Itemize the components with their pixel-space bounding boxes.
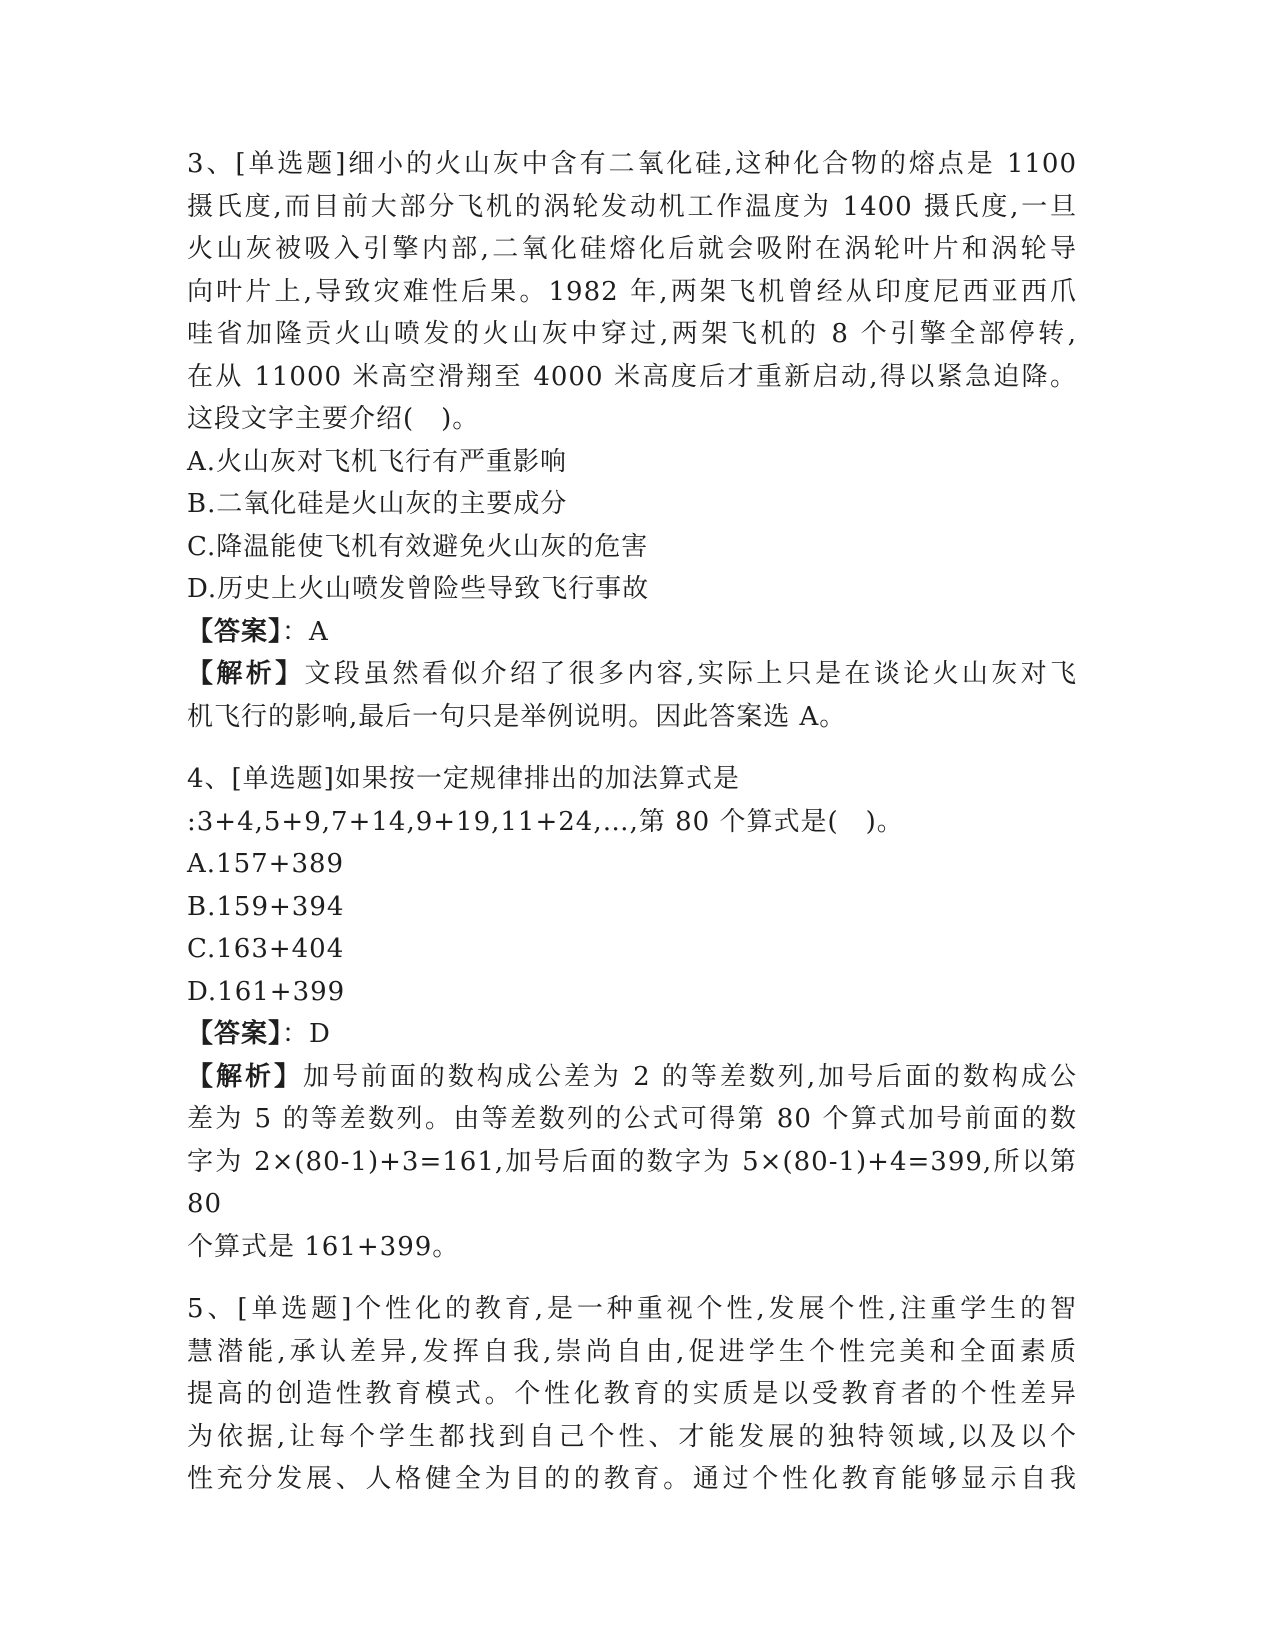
analysis-line: 差为 5 的等差数列。由等差数列的公式可得第 80 个算式加号前面的数 (187, 1104, 1077, 1134)
question-text-line: 在从 11000 米高空滑翔至 4000 米高度后才重新启动,得以紧急迫降。 (187, 361, 1077, 392)
option-d: D.161+399 (187, 976, 346, 1007)
question-text-line: 5、[单选题]个性化的教育,是一种重视个性,发展个性,注重学生的智 (187, 1294, 1077, 1324)
analysis-text: 加号前面的数构成公差为 2 的等差数列,加号后面的数构成公 (302, 1061, 1077, 1092)
question-text-line: 性充分发展、人格健全为目的的教育。通过个性化教育能够显示自我 (187, 1464, 1077, 1494)
question-text-line: 摄氏度,而目前大部分飞机的涡轮发动机工作温度为 1400 摄氏度,一旦 (187, 191, 1077, 222)
document-page (187, 143, 1077, 1501)
question-4 (187, 758, 1077, 1268)
question-text-line: 提高的创造性教育模式。个性化教育的实质是以受教育者的个性差异 (187, 1379, 1077, 1409)
analysis-line: 机飞行的影响,最后一句只是举例说明。因此答案选 A。 (187, 701, 847, 732)
answer-line (187, 611, 1077, 654)
option-b: B.二氧化硅是火山灰的主要成分 (187, 489, 568, 519)
option-c: C.163+404 (187, 934, 345, 964)
analysis-text: 文段虽然看似介绍了很多内容,实际上只是在谈论火山灰对飞 (304, 659, 1077, 689)
option-a: A.火山灰对飞机飞行有严重影响 (187, 446, 568, 477)
option-c: C.降温能使飞机有效避免火山灰的危害 (187, 531, 649, 562)
answer-label: 【答案】 (187, 616, 283, 647)
question-text-line: 慧潜能,承认差异,发挥自我,崇尚自由,促进学生个性完美和全面素质 (187, 1336, 1077, 1367)
answer-value: ：D (282, 1019, 331, 1049)
question-text-line: 3、[单选题]细小的火山灰中含有二氧化硅,这种化合物的熔点是 1100 (187, 149, 1077, 179)
question-text-line: 4、[单选题]如果按一定规律排出的加法算式是 (187, 764, 740, 794)
analysis-label: 【解析】 (187, 659, 305, 689)
question-5 (187, 1288, 1077, 1501)
analysis-label: 【解析】 (187, 1061, 303, 1092)
analysis-line: 字为 2×(80-1)+3=161,加号后面的数字为 5×(80-1)+4=399,所以第 80 (187, 1146, 1077, 1219)
question-text-line: 哇省加隆贡火山喷发的火山灰中穿过,两架飞机的 8 个引擎全部停转, (187, 319, 1077, 349)
analysis-line (187, 1056, 1077, 1099)
question-text-line: 向叶片上,导致灾难性后果。1982 年,两架飞机曾经从印度尼西亚西爪 (187, 276, 1077, 307)
answer-value: ：A (282, 616, 329, 647)
question-text-line: 这段文字主要介绍( )。 (187, 404, 480, 434)
analysis-line: 个算式是 161+399。 (187, 1231, 460, 1262)
option-d: D.历史上火山喷发曾险些导致飞行事故 (187, 574, 650, 604)
question-text-line: :3+4,5+9,7+14,9+19,11+24,…,第 80 个算式是( )。 (187, 806, 904, 837)
question-3 (187, 143, 1077, 738)
answer-label: 【答案】 (187, 1019, 283, 1049)
question-text-line: 火山灰被吸入引擎内部,二氧化硅熔化后就会吸附在涡轮叶片和涡轮导 (187, 234, 1077, 264)
answer-line (187, 1013, 1077, 1056)
option-b: B.159+394 (187, 891, 345, 922)
question-text-line: 为依据,让每个学生都找到自己个性、才能发展的独特领域,以及以个 (187, 1421, 1077, 1452)
option-a: A.157+389 (187, 849, 345, 879)
analysis-line (187, 653, 1077, 696)
